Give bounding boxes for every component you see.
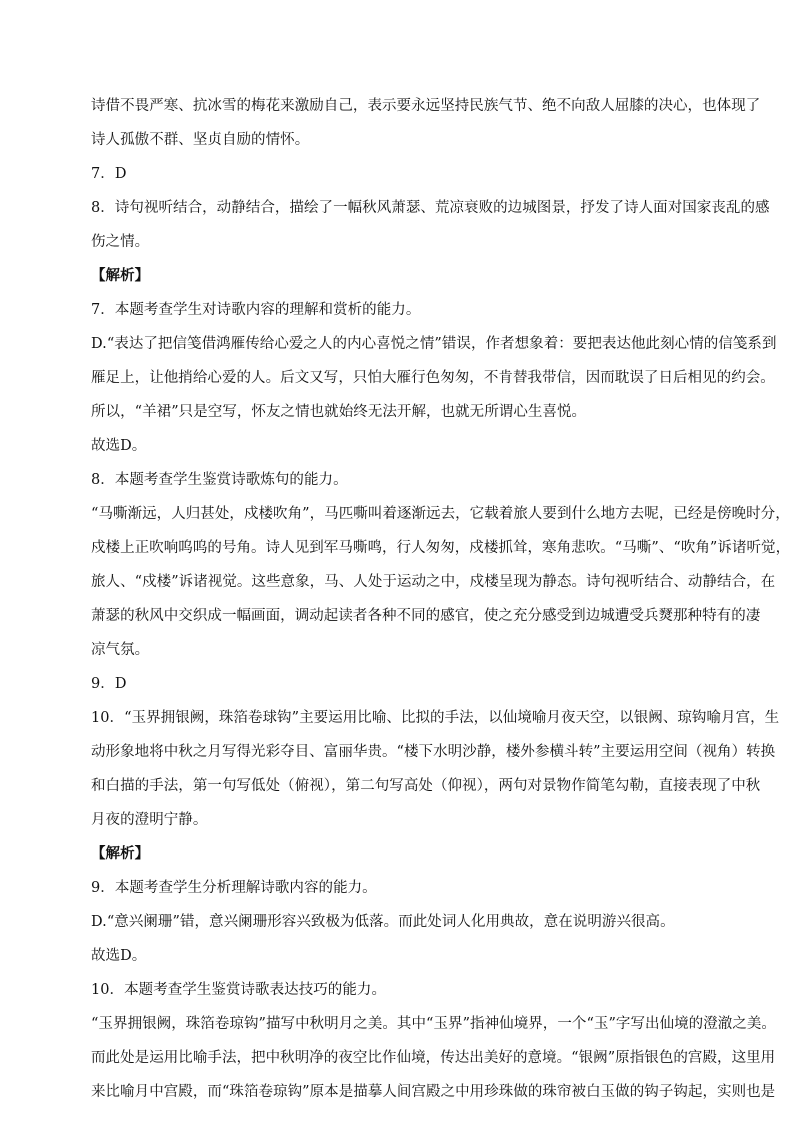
text-line: D.“意兴阑珊”错，意兴阑珊形容兴致极为低落。而此处词人化用典故，意在说明游兴很高。 [91,914,675,930]
text-line: 故选D。 [91,948,147,964]
text-line: 凉气氛。 [91,642,150,658]
text-line: 和白描的手法，第一句写低处（俯视），第二句写高处（仰视），两句对景物作简笔勾勒，直接表现了中秋 [91,778,761,794]
text-line: 7．本题考查学生对诗歌内容的理解和赏析的能力。 [91,302,421,318]
text-line: 戍楼上正吹响呜呜的号角。诗人见到军马嘶鸣，行人匆匆，戍楼抓耸，寒角悲吹。“马嘶”、“吹角”诉诸听觉， [91,540,791,556]
text-line: “马嘶渐远，人归甚处，戍楼吹角”，马匹嘶叫着逐渐远去，它载着旅人要到什么地方去呢，已经是傍晚时分， [91,506,790,522]
text-line: 10．“玉界拥银阙，珠箔卷球钩”主要运用比喻、比拟的手法，以仙境喻月夜天空，以银阙、琼钩喻月宫，生 [91,710,780,726]
text-line: 而此处是运用比喻手法，把中秋明净的夜空比作仙境，传达出美好的意境。“银阙”原指银色的宫殿，这里用 [91,1050,776,1066]
text-line: 10．本题考查学生鉴赏诗歌表达技巧的能力。 [91,982,386,998]
section-heading: 【解析】 [91,845,150,862]
answer-line: 9．D [91,676,127,692]
text-line: 故选D。 [91,438,147,454]
text-line: 动形象地将中秋之月写得光彩夺目、富丽华贵。“楼下水明沙静，楼外参横斗转”主要运用空间（视角）转换 [91,744,776,760]
text-line: 8．诗句视听结合，动静结合，描绘了一幅秋风萧瑟、荒凉衰败的边城图景，抒发了诗人面对国家丧乱的感 [91,200,770,216]
text-line: 来比喻月中宫殿，而“珠箔卷琼钩”原本是描摹人间宫殿之中用珍珠做的珠帘被白玉做的钩子钩起，实则也是 [91,1084,776,1100]
text-line: D.“表达了把信笺借鸿雁传给心爱之人的内心喜悦之情”错误，作者想象着：要把表达他此刻心情的信笺系到 [91,336,777,352]
section-heading: 【解析】 [91,267,150,284]
text-line: 诗人孤傲不群、坚贞自励的情怀。 [91,132,310,148]
text-line: 月夜的澄明宁静。 [91,812,208,828]
answer-line: 7．D [91,166,127,182]
text-line: 旅人、“戍楼”诉诸视觉。这些意象，马、人处于运动之中，戍楼呈现为静态。诗句视听结合、动静结合，在 [91,574,776,590]
text-line: “玉界拥银阙，珠箔卷琼钩”描写中秋明月之美。其中“玉界”指神仙境界，一个“玉”字写出仙境的澄澈之美。 [91,1016,776,1032]
text-line: 所以，“羊裙”只是空写，怀友之情也就始终无法开解，也就无所谓心生喜悦。 [91,404,587,420]
text-line: 萧瑟的秋风中交织成一幅画面，调动起读者各种不同的感官，使之充分感受到边城遭受兵燹那种特有的凄 [91,608,761,624]
text-line: 8．本题考查学生鉴赏诗歌炼句的能力。 [91,472,348,488]
text-line: 雁足上，让他捎给心爱的人。后文又写，只怕大雁行色匆匆，不肯替我带信，因而耽误了日后相见的约会。 [91,370,775,386]
text-line: 诗借不畏严寒、抗冰雪的梅花来激励自己，表示要永远坚持民族气节、绝不向敌人屈膝的决心，也体现了 [91,98,761,114]
text-line: 伤之情。 [91,234,150,250]
text-line: 9．本题考查学生分析理解诗歌内容的能力。 [91,880,377,896]
